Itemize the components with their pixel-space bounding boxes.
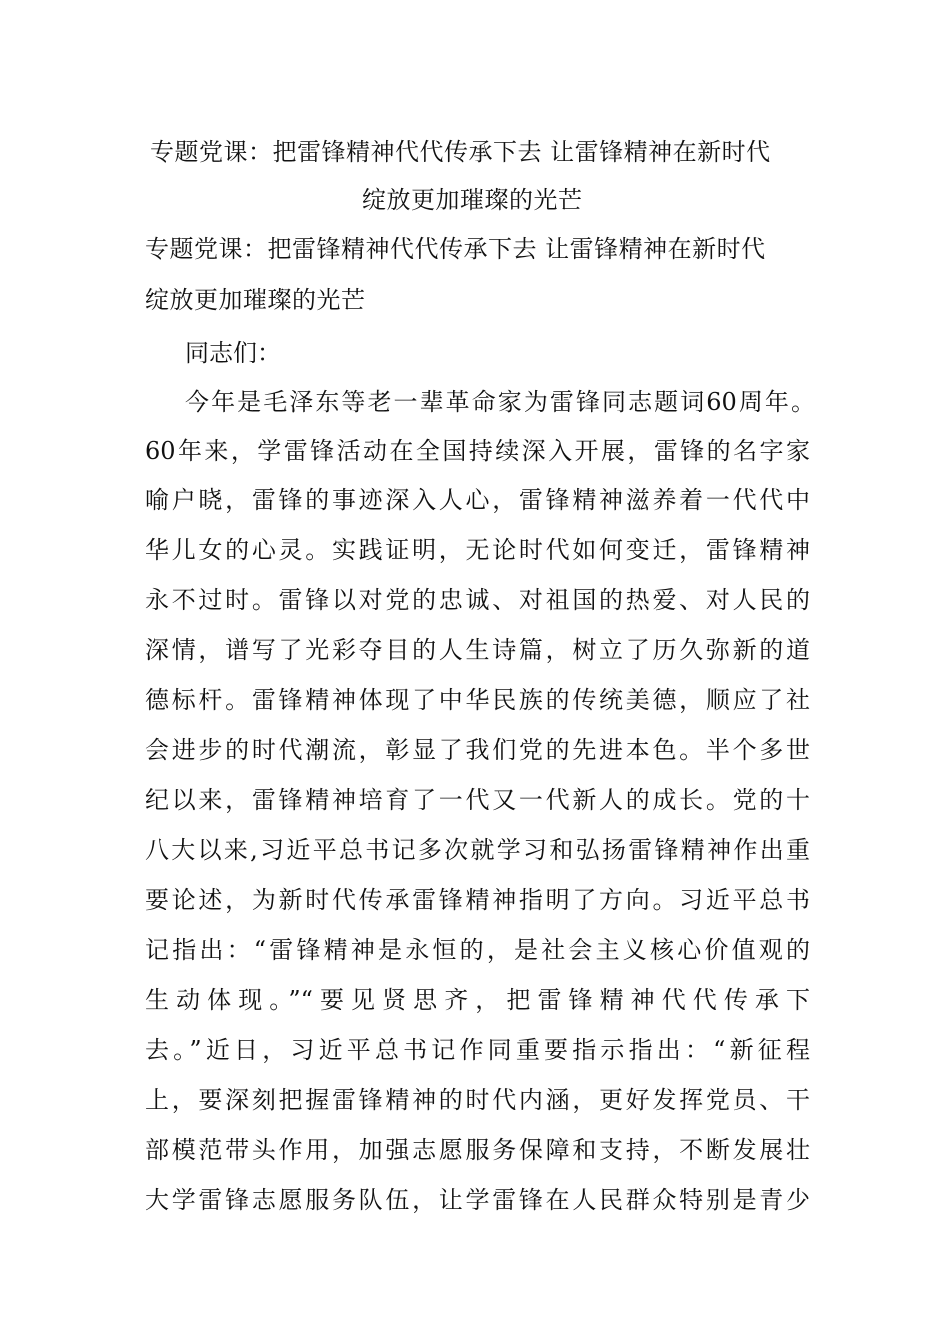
body-line: 今年是毛泽东等老一辈革命家为雷锋同志题词60周年。 [185, 388, 815, 416]
body-line: 部模范带头作用，加强志愿服务保障和支持，不断发展壮 [145, 1136, 810, 1164]
document-subtitle-line-2: 绽放更加璀璨的光芒 [145, 286, 366, 314]
body-line: 喻户晓，雷锋的事迹深入人心，雷锋精神滋养着一代代中 [145, 486, 810, 514]
body-line: 去。”近日，习近平总书记作同重要指示指出：“新征程 [145, 1036, 810, 1064]
greeting: 同志们： [185, 339, 281, 367]
document-subtitle-line-1: 专题党课：把雷锋精神代代传承下去 让雷锋精神在新时代 [145, 235, 766, 263]
body-line: 上，要深刻把握雷锋精神的时代内涵，更好发挥党员、干 [145, 1086, 810, 1114]
body-line: 60年来，学雷锋活动在全国持续深入开展，雷锋的名字家 [145, 437, 810, 465]
body-line: 深情，谱写了光彩夺目的人生诗篇，树立了历久弥新的道 [145, 636, 810, 664]
document-title-line-2: 绽放更加璀璨的光芒 [362, 186, 583, 214]
body-line: 永不过时。雷锋以对党的忠诚、对祖国的热爱、对人民的 [145, 586, 810, 614]
body-line: 德标杆。雷锋精神体现了中华民族的传统美德，顺应了社 [145, 686, 810, 714]
body-line: 生动体现。”“要见贤思齐，把雷锋精神代代传承下 [145, 986, 810, 1014]
body-line: 纪以来，雷锋精神培育了一代又一代新人的成长。党的十 [145, 786, 810, 814]
body-line: 大学雷锋志愿服务队伍，让学雷锋在人民群众特别是青少 [145, 1186, 810, 1214]
body-line: 八大以来,习近平总书记多次就学习和弘扬雷锋精神作出重 [145, 836, 810, 864]
body-line: 会进步的时代潮流，彰显了我们党的先进本色。半个多世 [145, 736, 810, 764]
document-title-line-1: 专题党课：把雷锋精神代代传承下去 让雷锋精神在新时代 [150, 138, 771, 166]
body-line: 记指出：“雷锋精神是永恒的，是社会主义核心价值观的 [145, 936, 810, 964]
body-line: 华儿女的心灵。实践证明，无论时代如何变迁，雷锋精神 [145, 536, 810, 564]
body-line: 要论述，为新时代传承雷锋精神指明了方向。习近平总书 [145, 886, 810, 914]
